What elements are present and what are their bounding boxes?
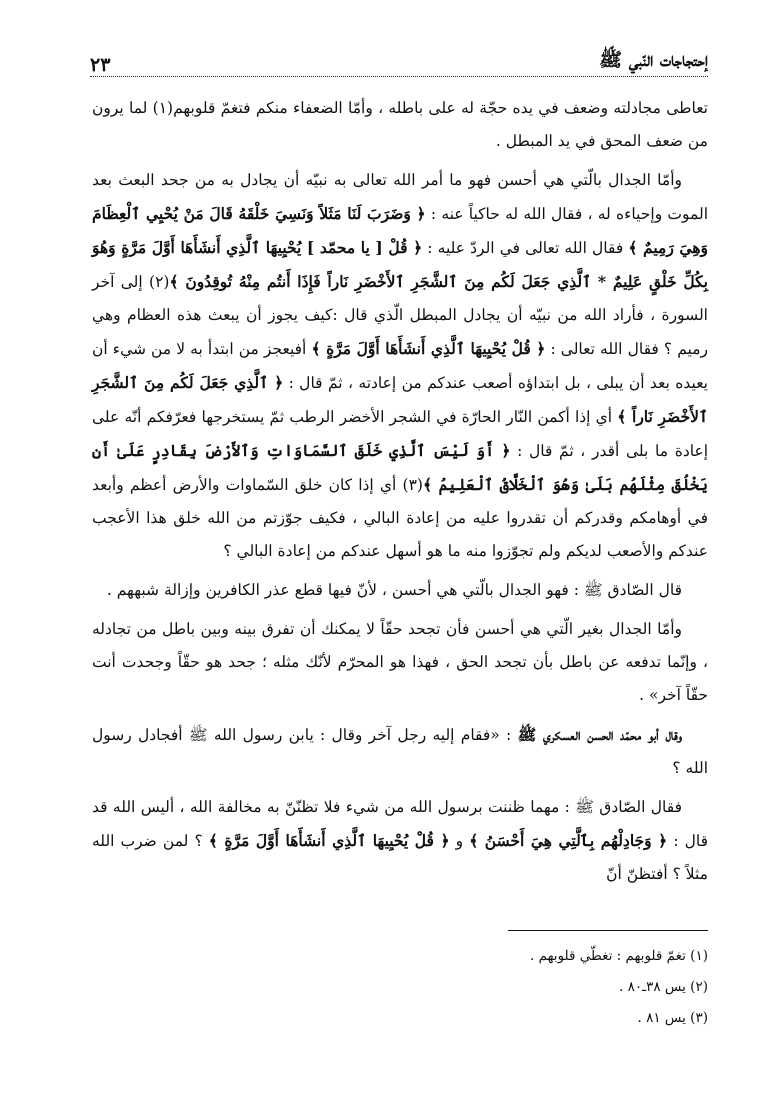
paragraph-text: وأمّا الجدال بغير الّتي هي أحسن فأن تجحد حقّاً لا يمكنك أن تفرق بينه وبين باطل من تجادله ، وإنّما تدفعه عن باطل بأن تجحد الحق ، فهذا هو المحرّم لأنّك مثله ؛ جحد هو حقّاً وجحدت أنت حقّاً آخر» . xyxy=(92,620,708,704)
paragraph-text: ؟ لمن ضرب الله مثلاً ؟ أفتظنّ أنّ xyxy=(92,832,708,883)
quran-verse: ﴿ قُلْ [ يا محمّد ] يُحْيِيهَا ٱلَّذِي أَنشَأَهَا أَوَّلَ مَرَّةٍ وَهُوَ بِكُلِّ خَلْقٍ عَلِيمٌ * ٱلَّذِي جَعَلَ لَكُم مِنَ ٱلشَّجَرِ ٱلأَخْضَرِ نَاراً فَإِذَا أَنتُم مِنْهُ تُوقِدُونَ ﴾ xyxy=(92,238,708,291)
quran-verse: ﴿ وَضَرَبَ لَنَا مَثَلاً وَنَسِيَ خَلْقَهُ قَالَ مَنْ يُحْيِي ٱلْعِظَامَ وَهِيَ رَمِيمٌ ﴾ xyxy=(92,204,708,257)
paragraph-text: أفيعجز من ابتدأ به لا من شيء أن يعيده بعد أن يبلى ، بل ابتداؤه أصعب عندكم من إعادته ، ثمّ قال : xyxy=(92,340,708,392)
footnote-list xyxy=(92,941,708,1034)
footnote-item: (٢) يس ٣٨ـ٨٠ . xyxy=(619,979,708,995)
quran-verse: ﴿ أَوَ لَيْسَ ٱلَّذِي خَلَقَ ٱلسَّمَاوَاتِ وَٱلأَرْضَ بِقَادِرٍ عَلَىٰ أَن يَخْلُقَ مِثْلَهُم بَلَىٰ وَهُوَ ٱلْخَلَّاقُ ٱلْعَلِيمُ ﴾ xyxy=(92,441,708,494)
footnote-rule xyxy=(508,930,708,931)
page-number: ٢٣ xyxy=(90,54,111,76)
quran-verse: ﴿ قُلْ يُحْيِيهَا ٱلَّذِي أَنشَأَهَا أَوَّلَ مَرَّةٍ ﴾ xyxy=(311,339,546,358)
paragraph-text: و xyxy=(449,832,470,850)
paragraph-p4 xyxy=(92,613,708,712)
running-title: إحتجاجات النّبي ﷺ xyxy=(599,49,708,71)
quran-verse: ﴿ وَجَادِلْهُم بِٱلَّتِي هِيَ أَحْسَنُ ﴾ xyxy=(469,831,668,850)
paragraph-text: (٣) أي إذا كان خلق السّماوات والأرض أعظم وأبعد في أوهامكم وقدركم أن تقدروا عليه من إعادة البالي ، فكيف جوّزتم من الله خلق هذا الأعجب عندكم والأصعب لديكم ولم تجوّزوا منه ما هو أسهل عندكم من إعادة البالي ؟ xyxy=(92,476,708,560)
page-header xyxy=(90,40,708,77)
footnote-item: (٣) يس ٨١ . xyxy=(637,1010,708,1026)
paragraph-p6 xyxy=(92,791,708,891)
footnotes xyxy=(92,930,708,1034)
footnote-item: (١) تغمّ قلوبهم : تغطّي قلوبهم . xyxy=(530,948,708,964)
paragraph-p3 xyxy=(92,574,708,607)
quran-verse: ﴿ ٱلَّذِي جَعَلَ لَكُم مِنَ ٱلشَّجَرِ ٱلأَخْضَرِ نَاراً ﴾ xyxy=(92,373,708,426)
paragraph-p5 xyxy=(92,718,708,785)
page-body xyxy=(92,92,708,897)
paragraph-text: وأمّا الجدال بالّتي هي أحسن فهو ما أمر الله تعالى به نبيّه أن يجادل به من جحد البعث بعد الموت وإحياءه له ، فقال الله له حاكياً عنه : xyxy=(92,171,708,223)
paragraph-text: فقال الصّادق ﷺ : مهما ظننت برسول الله من شيء فلا تظنّنّ به مخالفة الله ، أليس الله قد قال : xyxy=(92,798,709,850)
narrator-name: وقال أبو محمّد الحسن العسكري ﷺ xyxy=(517,725,683,744)
paragraph-text: تعاطى مجادلته وضعف في يده حجّة له على باطله ، وأمّا الضعفاء منكم فتغمّ قلوبهم(١) لما يرون من ضعف المحق في يد المبطل . xyxy=(92,99,708,150)
paragraph-text: أي إذا أكمن النّار الحارّة في الشجر الأخضر الرطب ثمّ يستخرجها فعرّفكم أنّه على إعادة ما بلى أقدر ، ثمّ قال : xyxy=(92,408,708,460)
quran-verse: ﴿ قُلْ يُحْيِيهَا ٱلَّذِي أَنشَأَهَا أَوَّلَ مَرَّةٍ ﴾ xyxy=(208,831,450,850)
paragraph-p1 xyxy=(92,92,708,158)
paragraph-text: فقال الله تعالى في الردّ عليه : xyxy=(422,239,629,257)
paragraph-p2 xyxy=(92,164,708,568)
paragraph-text: (٢) إلى آخر السورة ، فأراد الله من نبيّه أن يجادل المبطل الّذي قال :كيف يجوز أن يبعث هذه العظام وهي رميم ؟ فقال الله تعالى : xyxy=(92,273,709,358)
paragraph-text: : «فقام إليه رجل آخر وقال : يابن رسول الله ﷺ أفجادل رسول الله ؟ xyxy=(92,726,708,777)
paragraph-text: قال الصّادق ﷺ : فهو الجدال بالّتي هي أحسن ، لأنّ فيها قطع عذر الكافرين وإزالة شبههم . xyxy=(106,581,682,599)
